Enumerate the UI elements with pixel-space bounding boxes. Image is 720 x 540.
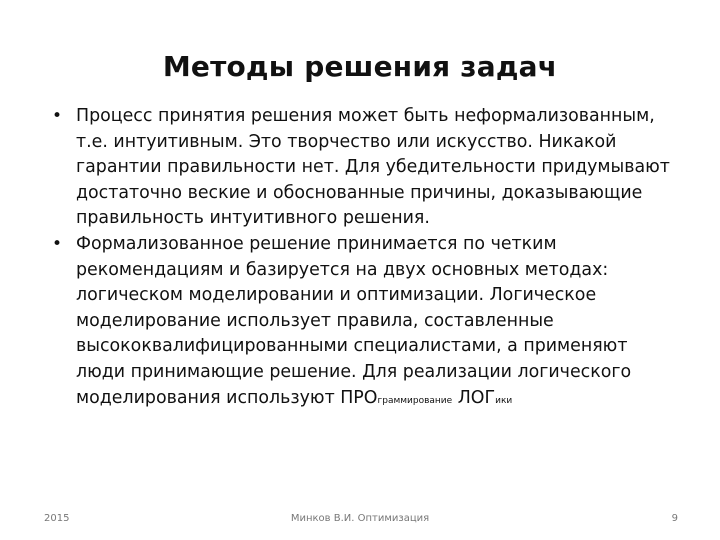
log-big: ЛОГ — [457, 387, 496, 408]
slide-title: Методы решения задач — [162, 50, 558, 83]
bullet-marker: • — [52, 233, 63, 254]
bullet-text-2-main: Формализованное решение принимается по четким рекомендациям и базируется на двух основных методах: логическом моделировании и оптимизации. Логическое моделирование использует правила, составленные высококвалифицированными специалистами, а применяют люди принимающие решение. Для реализации логического моделирования используют — [76, 233, 632, 408]
bullet-marker: • — [52, 106, 63, 126]
footer-page-number: 9 — [671, 513, 678, 524]
pro-big: ПРО — [340, 387, 378, 408]
bullet-item-2 — [52, 232, 672, 411]
log-small: ики — [495, 395, 513, 406]
footer-author: Минков В.И. Оптимизация — [290, 513, 430, 524]
bullet-item-1 — [52, 104, 672, 232]
slide-body — [52, 104, 672, 411]
bullet-text-1: Процесс принятия решения может быть неформализованным, т.е. интуитивным. Это творчество или искусство. Никакой гарантии правильности нет. Для убедительности придумывают достаточно веские и обоснованные причины, доказывающие правильность интуитивного решения. — [76, 106, 670, 229]
footer-year: 2015 — [44, 513, 70, 524]
pro-small: граммирование — [377, 395, 453, 406]
